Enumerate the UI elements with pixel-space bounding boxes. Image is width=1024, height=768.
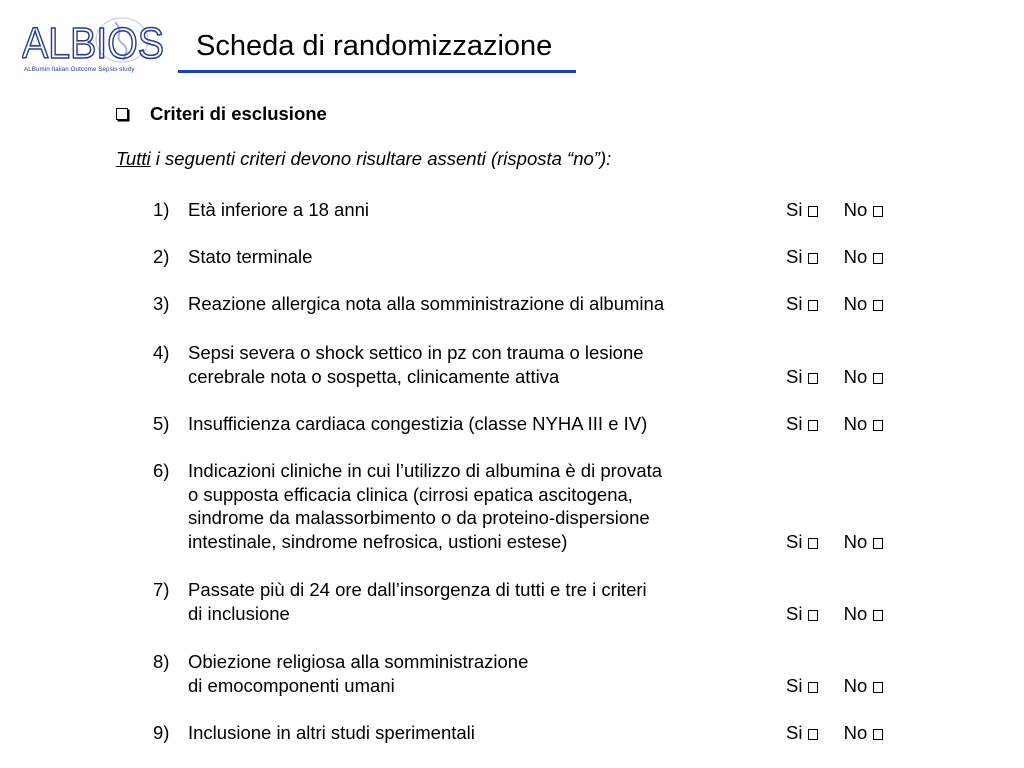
criterion-number: 8) — [153, 651, 170, 672]
no-checkbox[interactable] — [873, 729, 883, 740]
intro-rest: i seguenti criteri devono risultare assenti (risposta “no”): — [150, 148, 612, 169]
criterion-3 — [153, 292, 913, 315]
yes-checkbox[interactable] — [808, 420, 818, 431]
criterion-2 — [153, 245, 913, 268]
yes-option[interactable]: Si — [786, 365, 818, 389]
yes-checkbox[interactable] — [808, 729, 818, 740]
criterion-4 — [153, 341, 913, 388]
no-option[interactable]: No — [844, 365, 884, 389]
criterion-7 — [153, 578, 913, 625]
no-checkbox[interactable] — [873, 538, 883, 549]
yes-checkbox[interactable] — [808, 206, 818, 217]
criterion-answers — [786, 530, 883, 554]
criterion-1 — [153, 198, 913, 221]
criterion-number: 7) — [153, 579, 170, 600]
yes-checkbox[interactable] — [808, 373, 818, 384]
yes-option[interactable]: Si — [786, 721, 818, 745]
albios-logo-mark — [22, 14, 172, 66]
criterion-5 — [153, 412, 913, 435]
criterion-text: Reazione allergica nota alla somministrazione di albumina — [188, 293, 665, 314]
yes-checkbox[interactable] — [808, 300, 818, 311]
no-option[interactable]: No — [844, 245, 884, 269]
yes-checkbox[interactable] — [808, 253, 818, 264]
no-checkbox[interactable] — [873, 253, 883, 264]
no-option[interactable]: No — [844, 721, 884, 745]
criterion-answers — [786, 292, 883, 316]
intro-text — [116, 148, 611, 170]
intro-emphasis: Tutti — [116, 148, 151, 169]
criterion-answers — [786, 198, 883, 222]
yes-option[interactable]: Si — [786, 530, 818, 554]
criterion-answers — [786, 674, 883, 698]
criterion-answers — [786, 412, 883, 436]
yes-option[interactable]: Si — [786, 245, 818, 269]
criterion-answers — [786, 721, 883, 745]
criterion-6 — [153, 459, 913, 553]
criterion-text: Inclusione in altri studi sperimentali — [188, 722, 475, 743]
no-option[interactable]: No — [844, 292, 884, 316]
criterion-number: 5) — [153, 413, 170, 434]
yes-option[interactable]: Si — [786, 198, 818, 222]
criterion-number: 1) — [153, 199, 170, 220]
criterion-text: Età inferiore a 18 anni — [188, 199, 370, 220]
yes-option[interactable]: Si — [786, 292, 818, 316]
no-checkbox[interactable] — [873, 610, 883, 621]
criterion-answers — [786, 365, 883, 389]
no-option[interactable]: No — [844, 412, 884, 436]
yes-checkbox[interactable] — [808, 610, 818, 621]
no-checkbox[interactable] — [873, 373, 883, 384]
yes-checkbox[interactable] — [808, 682, 818, 693]
checkbox-bullet-icon — [116, 108, 128, 120]
criterion-9 — [153, 721, 913, 744]
criterion-text: Passate più di 24 ore dall’insorgenza di tutti e tre i criteri di inclusione — [188, 579, 647, 624]
criterion-number: 2) — [153, 246, 170, 267]
section-label: Criteri di esclusione — [150, 103, 327, 124]
criterion-answers — [786, 602, 883, 626]
no-option[interactable]: No — [844, 602, 884, 626]
criterion-text: Obiezione religiosa alla somministrazione di emocomponenti umani — [188, 651, 529, 696]
no-option[interactable]: No — [844, 530, 884, 554]
yes-checkbox[interactable] — [808, 538, 818, 549]
logo-wordmark: ALBIOS — [22, 19, 164, 66]
criterion-text: Insufficienza cardiaca congestizia (classe NYHA III e IV) — [188, 413, 648, 434]
no-checkbox[interactable] — [873, 682, 883, 693]
page-title: Scheda di randomizzazione — [196, 30, 553, 62]
no-checkbox[interactable] — [873, 420, 883, 431]
yes-option[interactable]: Si — [786, 674, 818, 698]
no-option[interactable]: No — [844, 674, 884, 698]
criterion-number: 4) — [153, 342, 170, 363]
criterion-8 — [153, 650, 913, 697]
criterion-text: Stato terminale — [188, 246, 313, 267]
criterion-text: Sepsi severa o shock settico in pz con trauma o lesione cerebrale nota o sospetta, clinicamente attiva — [188, 342, 644, 387]
criterion-number: 3) — [153, 293, 170, 314]
section-heading — [116, 102, 327, 126]
yes-option[interactable]: Si — [786, 602, 818, 626]
no-checkbox[interactable] — [873, 300, 883, 311]
criterion-number: 9) — [153, 722, 170, 743]
yes-option[interactable]: Si — [786, 412, 818, 436]
criterion-text: Indicazioni cliniche in cui l’utilizzo di albumina è di provata o supposta efficacia clinica (cirrosi epatica ascitogena, sindrome da malassorbimento o da proteino-dispersione intestinale, sindrome nefrosica, ustioni estese) — [188, 460, 663, 552]
criterion-answers — [786, 245, 883, 269]
criterion-number: 6) — [153, 460, 170, 481]
albios-logo — [22, 14, 172, 76]
no-option[interactable]: No — [844, 198, 884, 222]
title-underline — [178, 70, 576, 73]
logo-subtitle: ALBumin Italian Outcome Sepsis study — [24, 66, 135, 73]
no-checkbox[interactable] — [873, 206, 883, 217]
